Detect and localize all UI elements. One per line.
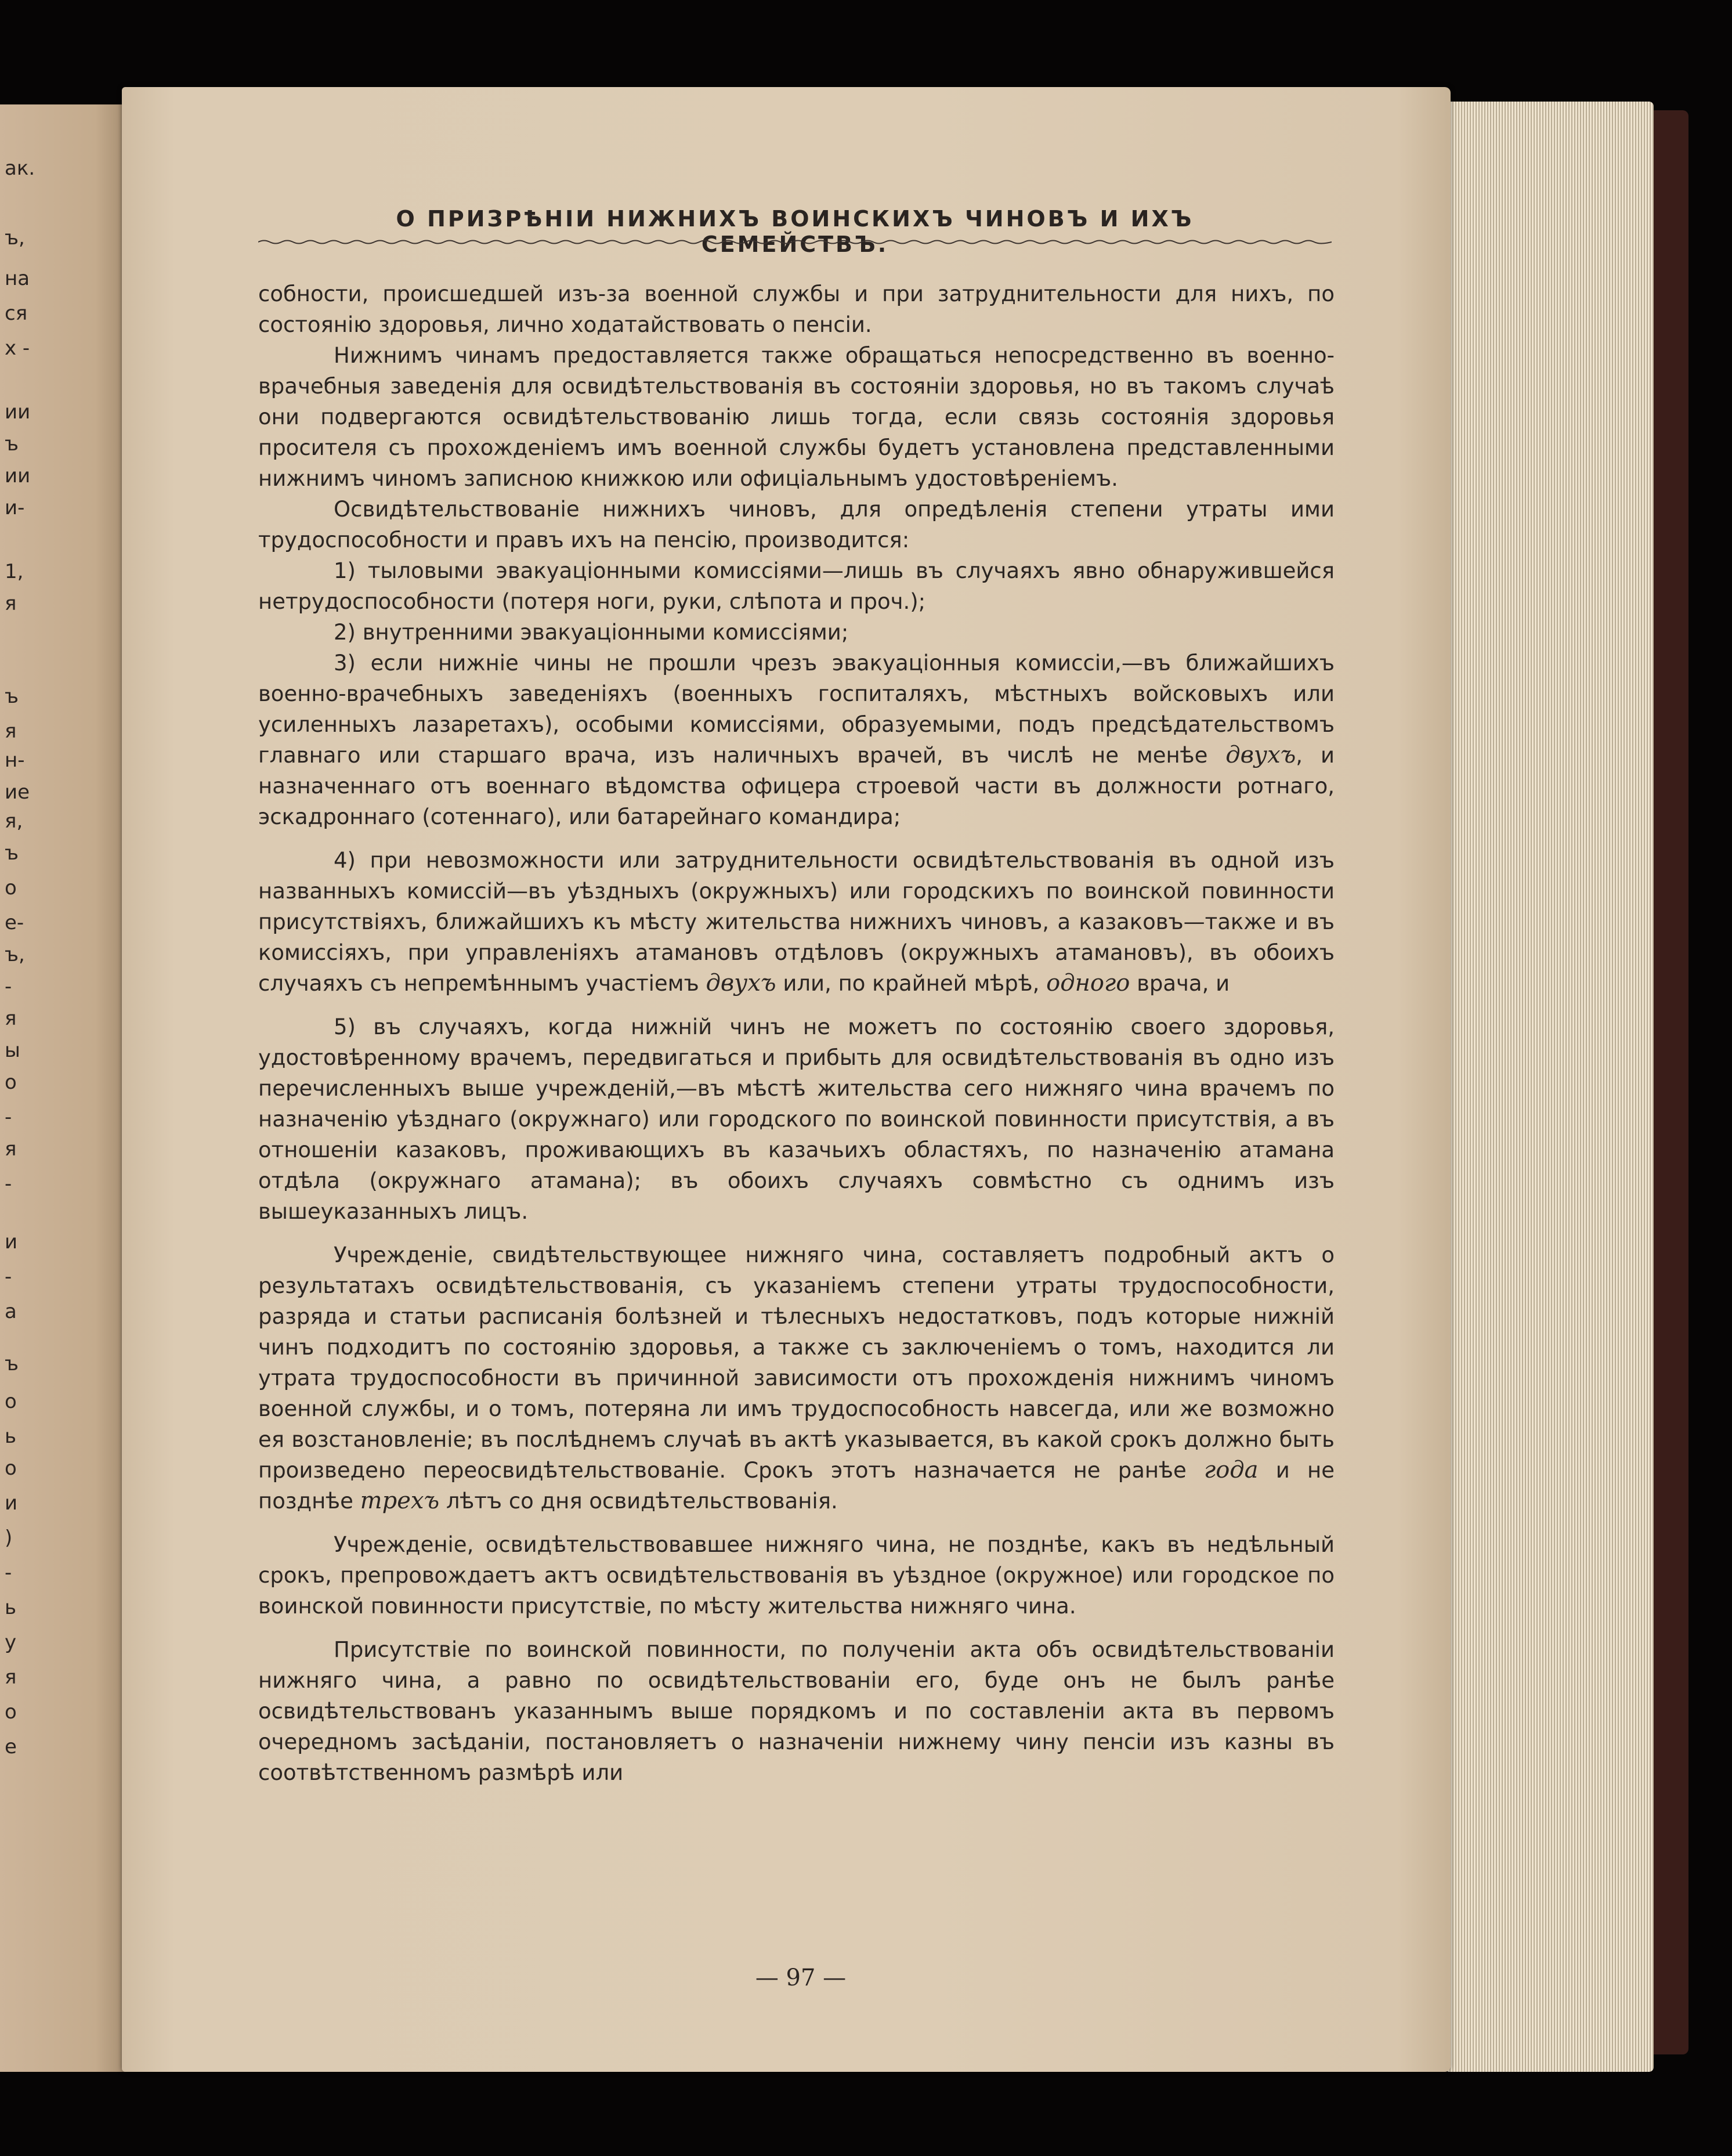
list-item: 2) внутренними эвакуаціонными комиссіями;: [334, 620, 849, 645]
page-body: [258, 279, 1335, 1788]
left-page-fragment: я: [5, 1137, 17, 1161]
list-item: 5) въ случаяхъ, когда нижній чинъ не можетъ по состоянію своего здоровья, удостовѣренному врачемъ, передвигаться и прибыть для освидѣтельствованія въ одно изъ перечисленныхъ выше учрежденій,—въ мѣстѣ жительства сего нижняго чина врачемъ по назначенію уѣзднаго (окружнаго) или городского по воинской повинности присутствія, а въ отношеніи казаковъ, проживающихъ въ казачьихъ областяхъ, по назначенію атамана отдѣла (окружнаго атамана); въ обоихъ случаяхъ совмѣстно съ однимъ изъ вышеуказанныхъ лицъ.: [258, 1014, 1335, 1224]
italic-word: двухъ: [1225, 742, 1296, 768]
left-page-edge: [0, 104, 136, 2072]
left-page-fragment: н-: [5, 749, 25, 772]
left-page-fragment: ся: [5, 302, 28, 325]
left-page-fragment: ы: [5, 1039, 20, 1062]
left-page-fragment: -: [5, 975, 12, 998]
left-page-fragment: о: [5, 1390, 17, 1413]
left-page-fragment: -: [5, 1106, 12, 1129]
left-page-fragment: я: [5, 1666, 17, 1689]
left-page-fragment: х -: [5, 337, 30, 360]
left-page-fragment: на: [5, 267, 30, 290]
left-page-fragment: ъ: [5, 842, 19, 865]
header-rule: [258, 239, 1332, 245]
left-page-fragment: -: [5, 1265, 12, 1288]
left-page-fragment: а: [5, 1300, 17, 1323]
left-page-fragment: ъ: [5, 1352, 19, 1375]
italic-word: двухъ: [706, 970, 776, 996]
left-page-fragment: -: [5, 1561, 12, 1584]
left-page-fragment: о: [5, 1457, 17, 1480]
left-page-fragment: ак.: [5, 157, 35, 180]
left-page-fragment: я: [5, 1007, 17, 1030]
paragraph: Освидѣтельствованіе нижнихъ чиновъ, для опредѣленія степени утраты ими трудоспособности и правъ ихъ на пенсію, производится:: [258, 497, 1335, 552]
left-page-fragment: 1,: [5, 560, 24, 583]
left-page-fragment: я: [5, 720, 17, 743]
left-page-fragment: я,: [5, 810, 23, 833]
left-page-fragment: ь: [5, 1425, 17, 1448]
left-page-fragment: о: [5, 1700, 17, 1724]
page-number: — 97 —: [755, 1964, 847, 1991]
paragraph: Учрежденіе, освидѣтельствовавшее нижняго чина, не позднѣе, какъ въ недѣльный срокъ, препровождаетъ актъ освидѣтельствованія въ уѣздное (окружное) или городское по воинской повинности присутствіе, по мѣсту жительства нижняго чина.: [258, 1532, 1335, 1619]
left-page-fragment: о: [5, 876, 17, 900]
left-page-fragment: ие: [5, 781, 30, 804]
left-page-fragment: и: [5, 1491, 18, 1515]
running-header: О ПРИЗРѢНІИ НИЖНИХЪ ВОИНСКИХЪ ЧИНОВЪ И ИХЪ СЕМЕЙСТВЪ.: [396, 206, 1194, 257]
left-page-fragment: е-: [5, 911, 24, 934]
left-page-fragment: и: [5, 1230, 18, 1254]
left-page-fragment: ъ: [5, 432, 19, 456]
italic-word: одного: [1046, 970, 1130, 996]
italic-word: года: [1204, 1457, 1259, 1483]
list-item: 1) тыловыми эвакуаціонными комиссіями—лишь въ случаяхъ явно обнаружившейся нетрудоспособности (потеря ноги, руки, слѣпота и проч.);: [258, 558, 1335, 614]
italic-word: трехъ: [360, 1487, 440, 1514]
paragraph: собности, происшедшей изъ-за военной службы и при затруднительности для нихъ, по состоянію здоровья, лично ходатайствовать о пенсіи.: [258, 281, 1335, 337]
left-page-fragment: ии: [5, 464, 31, 487]
left-page-fragment: ): [5, 1526, 13, 1550]
list-item: 3) если нижніе чины не прошли чрезъ эвакуаціонныя комиссіи,—въ ближайшихъ военно-врачебныхъ заведеніяхъ (военныхъ госпиталяхъ, мѣстныхъ войсковыхъ или усиленныхъ лазаретахъ), особыми комиссіями, образуемыми, подъ предсѣдательствомъ главнаго или старшаго врача, изъ наличныхъ врачей, въ числѣ не менѣе двухъ, и назначеннаго отъ военнаго вѣдомства офицера строевой части въ должности ротнаго, эскадроннаго (сотеннаго), или батарейнаго командира;: [258, 651, 1335, 829]
left-page-fragment: ъ: [5, 685, 19, 708]
page-edges: [1445, 102, 1654, 2072]
paragraph: Нижнимъ чинамъ предоставляется также обращаться непосредственно въ военно-врачебныя заведенія для освидѣтельствованія въ состояніи здоровья, но въ такомъ случаѣ они подвергаются освидѣтельствованію лишь тогда, если связь состоянія здоровья просителя съ прохожденіемъ имъ военной службы будетъ установлена представленными нижнимъ чиномъ записною книжкою или офиціальнымъ удостовѣреніемъ.: [258, 343, 1335, 491]
left-page-fragment: -: [5, 1172, 12, 1196]
paragraph: Учрежденіе, свидѣтельствующее нижняго чина, составляетъ подробный актъ о результатахъ освидѣтельствованія, съ указаніемъ степени утраты трудоспособности, разряда и статьи расписанія болѣзней и тѣлесныхъ недостатковъ, подъ которые нижній чинъ подходитъ по состоянію здоровья, а также съ заключеніемъ о томъ, находится ли утрата трудоспособности въ причинной зависимости отъ прохожденія нижнимъ чиномъ военной службы, и о томъ, потеряна ли имъ трудоспособность навсегда, или же возможно ея возстановленіе; въ послѣднемъ случаѣ въ актѣ указывается, въ какой срокъ должно быть произведено переосвидѣтельствованіе. Срокъ этотъ назначается не ранѣе года и не позднѣе трехъ лѣтъ со дня освидѣтельствованія.: [258, 1243, 1335, 1514]
list-item: 4) при невозможности или затруднительности освидѣтельствованія въ одной изъ названныхъ комиссій—въ уѣздныхъ (окружныхъ) или городскихъ по воинской повинности присутствіяхъ, ближайшихъ къ мѣсту жительства нижнихъ чиновъ, а казаковъ—также и въ комиссіяхъ, при управленіяхъ атамановъ отдѣловъ (окружныхъ атамановъ), въ обоихъ случаяхъ съ непремѣннымъ участіемъ двухъ или, по крайней мѣрѣ, одного врача, и: [258, 848, 1335, 996]
left-page-fragment: ь: [5, 1596, 17, 1619]
left-page-fragment: ъ,: [5, 226, 25, 250]
left-page-fragment: ии: [5, 400, 31, 424]
left-page-fragment: е: [5, 1735, 17, 1758]
left-page-fragment: и-: [5, 496, 25, 519]
left-page-fragment: о: [5, 1071, 17, 1094]
paragraph: Присутствіе по воинской повинности, по полученіи акта объ освидѣтельствованіи нижняго чина, а равно по освидѣтельствованіи его, буде онъ не былъ ранѣе освидѣтельствованъ указаннымъ выше порядкомъ и по составленіи акта въ первомъ очередномъ засѣданіи, постановляетъ о назначеніи нижнему чину пенсіи изъ казны въ соотвѣтственномъ размѣрѣ или: [258, 1637, 1335, 1785]
left-page-fragment: я: [5, 592, 17, 615]
left-page-fragment: у: [5, 1631, 17, 1654]
left-page-fragment: ъ,: [5, 943, 25, 966]
